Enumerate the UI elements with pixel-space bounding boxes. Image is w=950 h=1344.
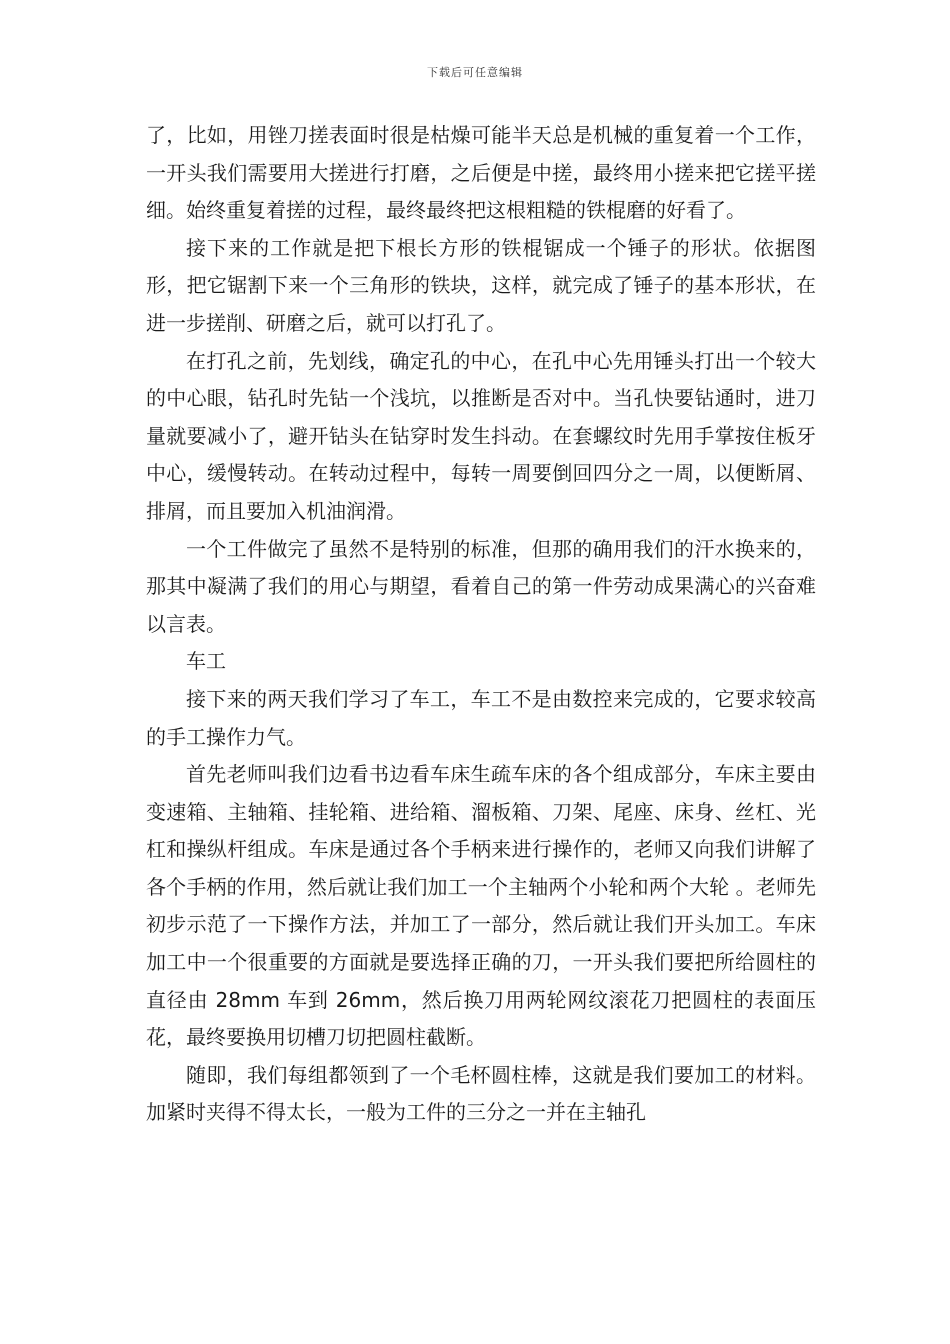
paragraph-5: 接下来的两天我们学习了车工，车工不是由数控来完成的，它要求较高的手工操作力气。 bbox=[146, 686, 816, 749]
paragraph-1: 了，比如，用锉刀搓表面时很是枯燥可能半天总是机械的重复着一个工作，一开头我们需要用大搓进行打磨，之后便是中搓，最终用小搓来把它搓平搓细。始终重复着搓的过程，最终最终把这根粗糙的铁棍磨的好看了。 bbox=[146, 123, 816, 223]
section-heading-lathe: 车工 bbox=[186, 649, 226, 674]
paragraph-4: 一个工件做完了虽然不是特别的标准，但那的确用我们的汗水换来的，那其中凝满了我们的用心与期望，看着自己的第一件劳动成果满心的兴奋难以言表。 bbox=[146, 536, 816, 636]
paragraph-6: 首先老师叫我们边看书边看车床生疏车床的各个组成部分，车床主要由变速箱、主轴箱、挂轮箱、进给箱、溜板箱、刀架、尾座、床身、丝杠、光杠和操纵杆组成。车床是通过各个手柄来进行操作的，老师又向我们讲解了各个手柄的作用，然后就让我们加工一个主轴两个小轮和两个大轮 。老师先初步示范了一下操作方法，并加工了一部分，然后就让我们开头加工。车床加工中一个很重要的方面就是要选择正确的刀，一开头我们要把所给圆柱的直径由 28mm 车到 26mm，然后换刀用两轮网纹滚花刀把圆柱的表面压花，最终要换用切槽刀切把圆柱截断。 bbox=[146, 762, 816, 1050]
paragraph-7: 随即，我们每组都领到了一个毛杯圆柱棒，这就是我们要加工的材料。加紧时夹得不得太长，一般为工件的三分之一并在主轴孔 bbox=[146, 1062, 816, 1125]
paragraph-2: 接下来的工作就是把下根长方形的铁棍锯成一个锤子的形状。依据图形，把它锯割下来一个三角形的铁块，这样，就完成了锤子的基本形状，在进一步搓削、研磨之后，就可以打孔了。 bbox=[146, 235, 816, 335]
page-header: 下载后可任意编辑 bbox=[427, 66, 523, 79]
paragraph-3: 在打孔之前，先划线，确定孔的中心，在孔中心先用锤头打出一个较大的中心眼，钻孔时先钻一个浅坑，以推断是否对中。当孔快要钻通时，进刀量就要减小了，避开钻头在钻穿时发生抖动。在套螺纹时先用手掌按住板牙中心，缓慢转动。在转动过程中，每转一周要倒回四分之一周，以便断屑、排屑，而且要加入机油润滑。 bbox=[146, 348, 816, 523]
document-body bbox=[146, 117, 816, 1132]
